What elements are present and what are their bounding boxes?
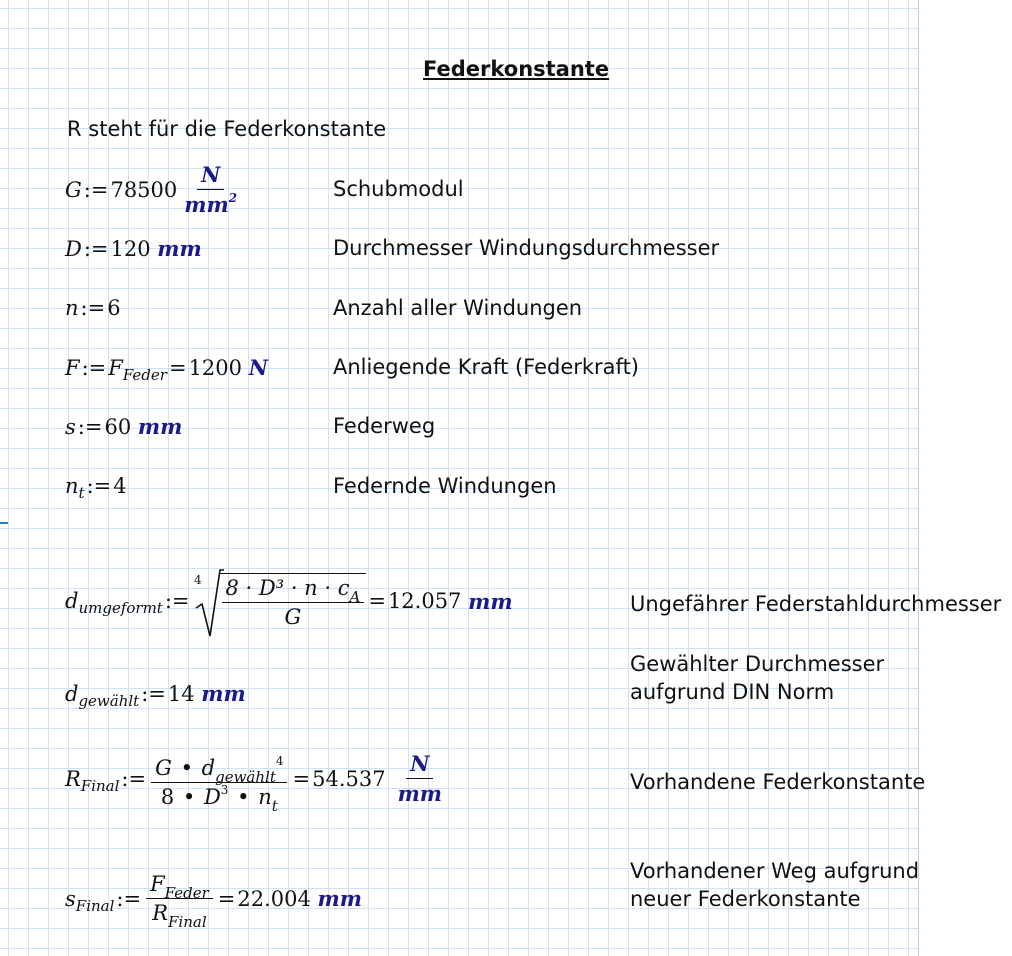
unit-denominator: mm	[397, 781, 443, 806]
calc-R-final[interactable]	[65, 748, 449, 815]
unit-denominator	[180, 190, 241, 217]
var-name: s	[65, 886, 76, 911]
value: 120	[110, 236, 151, 261]
description-d-gewaehlt-line1[interactable]: Gewählter Durchmesser	[630, 652, 885, 676]
result: 12.057	[387, 589, 462, 613]
unit: mm	[201, 681, 246, 706]
definition-F[interactable]	[65, 355, 268, 384]
unit: mm	[468, 588, 513, 614]
var-name: d	[65, 681, 79, 706]
numerator-subscript: A	[349, 588, 361, 606]
var-subscript: gewählt	[78, 691, 140, 710]
assign-operator: :=	[83, 236, 109, 261]
var-subscript: umgeformt	[78, 599, 163, 617]
numerator	[151, 748, 287, 786]
value: 14	[167, 681, 195, 706]
assign-operator: :=	[86, 474, 112, 498]
radicand	[220, 573, 367, 629]
alias-subscript: Feder	[122, 365, 167, 384]
assign-operator: :=	[80, 296, 106, 320]
description-d-umgeformt[interactable]: Ungefährer Federstahldurchmesser	[630, 592, 1002, 616]
numerator-d-exponent: 4	[275, 754, 284, 768]
description-s[interactable]: Federweg	[333, 414, 436, 438]
alias-name: F	[108, 355, 123, 380]
root-index: 4	[193, 573, 202, 587]
var-subscript: Final	[80, 776, 120, 795]
assign-operator: :=	[121, 766, 147, 791]
calc-s-final[interactable]	[65, 872, 362, 931]
denominator	[148, 899, 210, 931]
var-subscript: Final	[75, 896, 115, 915]
denominator-subscript: Final	[168, 913, 207, 931]
description-s-final-line2[interactable]: neuer Federkonstante	[630, 887, 861, 911]
numerator-G: G	[155, 756, 172, 780]
denominator-n-subscript: t	[271, 797, 278, 815]
var-name: n	[65, 474, 79, 498]
denominator-R: R	[152, 901, 169, 925]
var-name: R	[65, 766, 81, 791]
dot-operator: •	[237, 785, 250, 809]
denominator-D-exponent: 3	[220, 783, 229, 797]
var-name: F	[65, 355, 80, 380]
formula-fraction	[146, 872, 213, 931]
assign-operator: :=	[116, 886, 142, 911]
dot-operator: •	[180, 756, 193, 780]
definition-D[interactable]	[65, 236, 202, 261]
numerator-d: d	[201, 756, 216, 780]
denominator-n: n	[258, 785, 272, 809]
formula-fraction	[151, 748, 287, 815]
var-subscript: t	[78, 484, 85, 502]
numerator-expression: 8 · D³ · n · c	[225, 576, 350, 600]
assign-operator: :=	[83, 177, 109, 202]
value: 60	[104, 414, 132, 439]
description-nt[interactable]: Federnde Windungen	[333, 474, 557, 498]
result: 54.537	[312, 766, 386, 791]
unit-numerator: N	[197, 162, 224, 190]
value: 4	[113, 474, 127, 498]
value: 1200	[188, 355, 243, 380]
description-R-final[interactable]: Vorhandene Federkonstante	[630, 770, 926, 794]
definition-s[interactable]	[65, 414, 182, 439]
numerator	[222, 576, 365, 606]
dot-operator: •	[182, 785, 196, 809]
var-name: G	[65, 177, 82, 202]
numerator	[146, 872, 213, 902]
unit: mm	[137, 414, 183, 439]
page-break-marker	[0, 522, 8, 524]
description-d-gewaehlt-line2[interactable]: aufgrund DIN Norm	[630, 680, 835, 704]
unit-fraction	[394, 751, 446, 806]
definition-nt[interactable]	[65, 474, 127, 502]
equals-operator: =	[217, 886, 236, 911]
unit: mm	[317, 886, 362, 911]
denominator	[157, 783, 282, 815]
equals-operator: =	[368, 589, 386, 613]
description-s-final-line1[interactable]: Vorhandener Weg aufgrund	[630, 859, 920, 883]
equals-operator: =	[168, 355, 187, 380]
var-name: D	[65, 236, 82, 261]
unit: mm	[157, 236, 202, 261]
value: 6	[107, 296, 121, 320]
calc-d-umgeformt[interactable]	[65, 562, 513, 640]
unit: N	[248, 355, 268, 380]
page-title[interactable]: Federkonstante	[423, 57, 610, 81]
denominator-D: D	[203, 785, 221, 809]
unit-exponent: 2	[228, 191, 238, 205]
radicand-fraction	[222, 576, 365, 629]
page-edge	[918, 0, 919, 956]
result: 22.004	[237, 886, 311, 911]
unit-numerator: N	[406, 751, 433, 779]
assign-operator: :=	[141, 681, 166, 706]
denominator-8: 8	[160, 785, 175, 809]
definition-G[interactable]	[65, 162, 244, 217]
description-F[interactable]: Anliegende Kraft (Federkraft)	[333, 355, 639, 379]
description-n[interactable]: Anzahl aller Windungen	[333, 296, 583, 320]
definition-d-gewaehlt[interactable]	[65, 681, 246, 710]
assign-operator: :=	[77, 414, 103, 439]
description-D[interactable]: Durchmesser Windungsdurchmesser	[333, 236, 720, 260]
denominator: G	[284, 605, 302, 629]
unit-base: mm	[184, 192, 229, 217]
numerator-d-subscript: gewählt	[215, 768, 276, 786]
intro-text[interactable]: R steht für die Federkonstante	[67, 117, 387, 141]
assign-operator: :=	[164, 589, 190, 613]
definition-n[interactable]	[65, 296, 121, 320]
equals-operator: =	[292, 766, 311, 791]
var-name: d	[65, 589, 79, 613]
var-name: s	[65, 414, 76, 439]
assign-operator: :=	[81, 355, 107, 380]
value: 78500	[110, 177, 178, 202]
numerator-subscript: Feder	[164, 884, 209, 902]
description-G[interactable]: Schubmodul	[333, 177, 464, 201]
var-name: n	[65, 296, 79, 320]
numerator-F: F	[150, 872, 165, 896]
unit-fraction	[180, 162, 241, 217]
